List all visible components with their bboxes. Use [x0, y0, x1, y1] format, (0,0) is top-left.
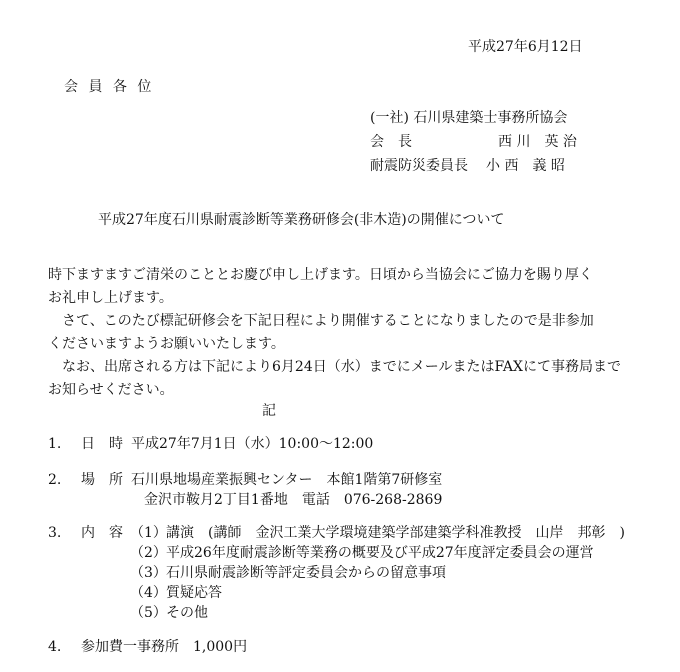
sender-president-row [370, 130, 577, 154]
item-value: 平成27年7月1日（水）10:00～12:00 [131, 436, 374, 452]
document-date: 平成27年6月12日 [468, 39, 583, 55]
sender-committee-row [370, 154, 577, 178]
content-subitem: （1）講演 (講師 金沢工業大学環境建築学部建築学科准教授 山岸 邦彰 ) [130, 525, 625, 541]
item-number: 2. [48, 472, 62, 488]
item-date [48, 434, 373, 454]
sender-org: (一社) 石川県建築士事務所協会 [370, 110, 568, 126]
body-line: なお、出席される方は下記により6月24日（水）までにメールまたはFAXにて事務局まで [48, 359, 622, 375]
body-line: さて、このたび標記研修会を下記日程により開催することになりましたので是非参加 [48, 313, 594, 329]
item-number: 4. [48, 639, 62, 655]
body-text [48, 264, 648, 402]
item-label: 日 時 [81, 436, 123, 452]
body-line: 時下ますますご清栄のこととお慶び申し上げます。日頃から当協会にご協力を賜り厚く [48, 267, 593, 283]
place-address: 金沢市鞍月2丁目1番地 電話 076-268-2869 [144, 492, 443, 508]
item-place [48, 470, 442, 490]
item-fee [48, 637, 247, 657]
body-line: お礼申し上げます。 [48, 290, 173, 306]
sender-name: 小 西 義 昭 [486, 158, 565, 174]
item-value: 石川県地場産業振興センター 本館1階第7研修室 [131, 472, 443, 488]
content-subitem: （3）石川県耐震診断等評定委員会からの留意事項 [130, 565, 446, 581]
sender-role: 会 長 [370, 134, 412, 150]
item-label: 場 所 [81, 472, 123, 488]
addressee: 会 員 各 位 [64, 79, 155, 95]
body-line: お知らせください。 [48, 382, 174, 398]
item-content [48, 523, 123, 543]
sender-name: 西 川 英 治 [498, 134, 577, 150]
sender-block [370, 106, 577, 178]
item-number: 3. [48, 525, 62, 541]
content-subitem: （2）平成26年度耐震診断等業務の概要及び平成27年度評定委員会の運営 [130, 545, 594, 561]
item-value: 参加費一事務所 1,000円 [81, 639, 248, 655]
item-label: 内 容 [81, 525, 123, 541]
sender-role: 耐震防災委員長 [370, 158, 468, 174]
item-number: 1. [48, 436, 62, 452]
ki-heading: 記 [262, 403, 276, 419]
content-subitem: （5）その他 [130, 605, 208, 621]
body-line: くださいますようお願いいたします。 [48, 336, 285, 352]
document-title: 平成27年度石川県耐震診断等業務研修会(非木造)の開催について [98, 212, 505, 228]
content-subitem: （4）質疑応答 [130, 585, 222, 601]
